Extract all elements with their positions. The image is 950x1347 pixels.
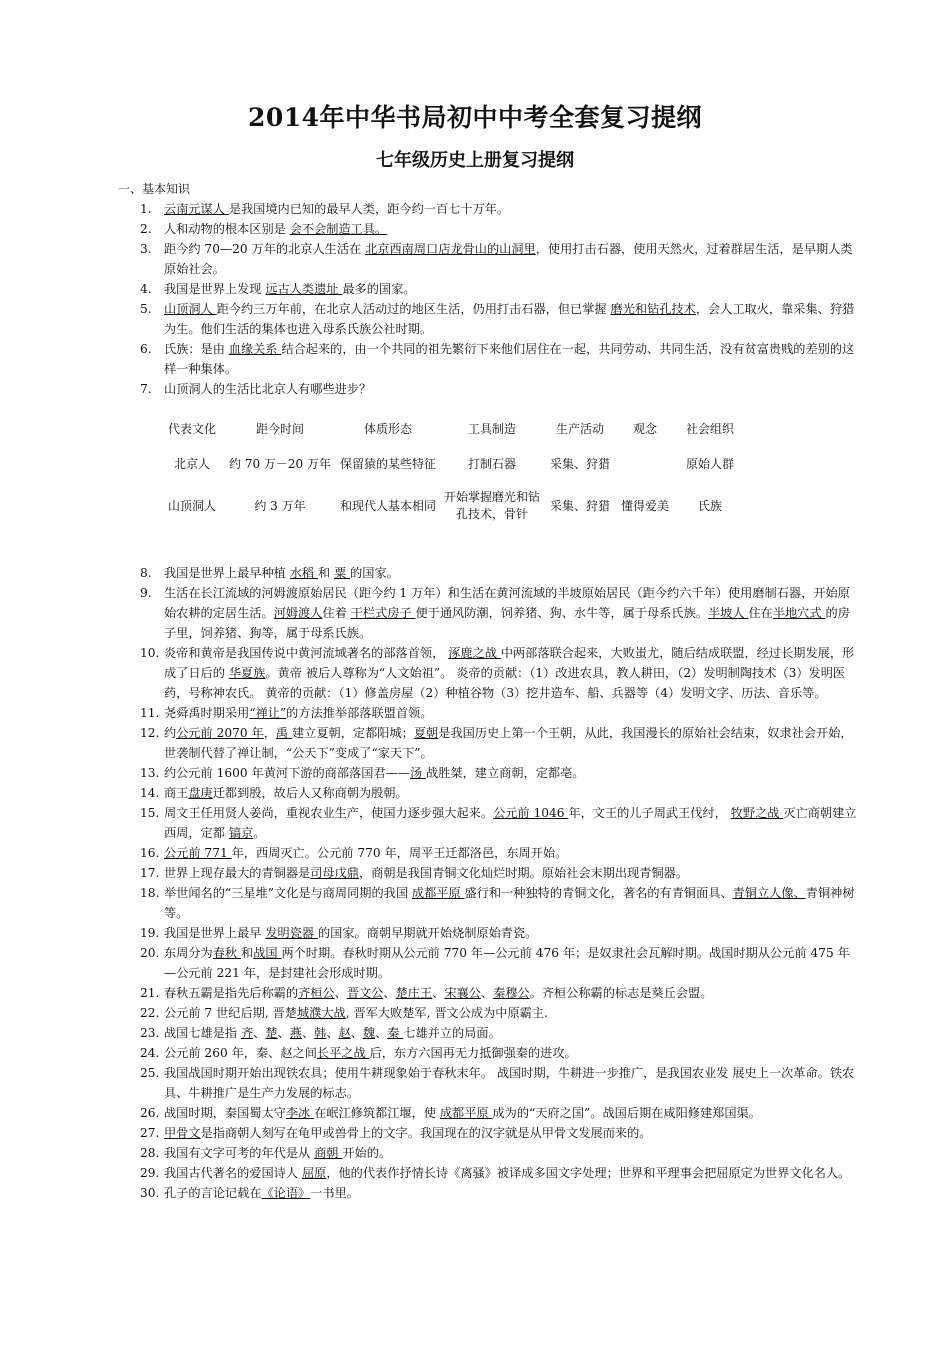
list-item-number: 24.: [140, 1046, 160, 1060]
list-item-text: 我国战国时期开始出现铁农具；使用牛耕现象始于春秋末年。 战国时期，牛耕进一步推广，是我国农业发 展史上一次革命。铁农具、牛耕推广是生产力发展的标志。: [164, 1066, 855, 1100]
table-row: [160, 444, 746, 484]
list-item-text: 生活在长江流域的河姆渡原始居民（距今约 1 万年）和生活在黄河流域的半坡原始居民（距今约六千年）使用磨制石器，开始原始农耕的定居生活。河姆渡人住着 干栏式房子 便于通风防潮，饲养猪、狗、水牛等，属于母系氏族。半坡人 住在半地穴式 的房子里，饲养猪、狗等，属于母系氏族。: [164, 586, 850, 640]
knowledge-list-part-1: [140, 199, 860, 399]
list-item-text: 我国古代著名的爱国诗人 屈原，他的代表作抒情长诗《离骚》被译成多国文字处理；世界和平理事会把屈原定为世界文化名人。: [164, 1166, 851, 1180]
list-item-number: 18.: [140, 886, 160, 900]
list-item: [140, 1163, 860, 1183]
list-item: [140, 863, 860, 883]
list-item-text: 云南元谋人 是我国境内已知的最早人类，距今约一百七十万年。: [164, 202, 510, 216]
list-item: [140, 983, 860, 1003]
list-item-number: 21.: [140, 986, 160, 1000]
list-item-text: 距今约 70—20 万年的北京人生活在 北京西南周口店龙骨山的山洞里，使用打击石器，使用天然火，过着群居生活，是早期人类原始社会。: [164, 242, 853, 276]
list-item-number: 6.: [140, 342, 152, 356]
list-item-text: 山顶洞人的生活比北京人有哪些进步？: [164, 382, 372, 396]
list-item: [140, 279, 860, 299]
table-cell: 原始人群: [685, 456, 734, 471]
knowledge-list-part-2: [140, 563, 860, 1203]
list-item-number: 16.: [140, 846, 160, 860]
table-header-cell: 体质形态: [363, 421, 412, 436]
table-cell: 采集、狩猎: [549, 498, 610, 513]
list-item: [140, 803, 860, 843]
list-item: [140, 883, 860, 923]
list-item-text: 世界上现存最大的青铜器是司母戊鼎，商朝是我国青铜文化灿烂时期。原始社会末期出现青铜器。: [164, 866, 689, 880]
list-item: [140, 1003, 860, 1023]
list-item-number: 20.: [140, 946, 160, 960]
list-item-number: 7.: [140, 382, 152, 396]
list-item-text: 春秋五霸是指先后称霸的齐桓公、晋文公、楚庄王、宋襄公、秦穆公。齐桓公称霸的标志是葵丘会盟。: [164, 986, 713, 1000]
list-item-text: 我国是世界上发现 远古人类遗址 最多的国家。: [164, 282, 416, 296]
list-item-number: 13.: [140, 766, 160, 780]
list-item-text: 周文王任用贤人姜尚，重视农业生产，使国力逐步强大起来。公元前 1046 年，文王的儿子周武王伐纣， 牧野之战 灭亡商朝建立西周，定都 镐京。: [164, 806, 857, 840]
list-item-number: 28.: [140, 1146, 160, 1160]
comparison-table: [160, 414, 746, 528]
table-header-cell: 社会组织: [685, 421, 734, 436]
list-item: [140, 723, 860, 763]
table-cell: 和现代人基本相同: [339, 498, 436, 513]
list-item: [140, 1103, 860, 1123]
table-cell: 约 3 万年: [254, 498, 306, 513]
list-item: [140, 199, 860, 219]
list-item-number: 17.: [140, 866, 160, 880]
table-header-cell: 生产活动: [555, 421, 604, 436]
list-item: [140, 943, 860, 983]
list-item-text: 约公元前 1600 年黄河下游的商部落国君——汤 战胜桀，建立商朝，定都亳。: [164, 766, 585, 780]
table-header-row: [160, 414, 746, 444]
list-item-text: 孔子的言论记载在《论语》一书里。: [164, 1186, 359, 1200]
list-item-text: 战国时期，秦国蜀太守李冰 在岷江修筑都江堰，使 成都平原 成为的“天府之国”。战国后期在咸阳修建郑国渠。: [164, 1106, 761, 1120]
table-cell: 开始掌握磨光和钻孔技术，骨针: [443, 490, 540, 521]
list-item-number: 27.: [140, 1126, 160, 1140]
list-item-number: 30.: [140, 1186, 160, 1200]
list-item-number: 10.: [140, 646, 160, 660]
list-item-number: 19.: [140, 926, 160, 940]
list-item: [140, 583, 860, 643]
document-title: 2014年中华书局初中中考全套复习提纲: [247, 103, 703, 132]
list-item-number: 22.: [140, 1006, 160, 1020]
list-item-number: 5.: [140, 302, 152, 316]
table-cell: [616, 444, 674, 484]
list-item-text: 战国七雄是指 齐、楚、燕、韩、赵、魏、秦 七雄并立的局面。: [164, 1026, 501, 1040]
list-item-text: 公元前 771 年，西周灭亡。公元前 770 年，周平王迁都洛邑，东周开始。: [164, 846, 568, 860]
list-item-number: 3.: [140, 242, 152, 256]
list-item-text: 我国有文字可考的年代是从 商朝 开始的。: [164, 1146, 392, 1160]
table-cell: 北京人: [173, 456, 210, 471]
list-item: [140, 1123, 860, 1143]
list-item: [140, 563, 860, 583]
list-item: [140, 1143, 860, 1163]
list-item: [140, 1043, 860, 1063]
list-item-text: 商王盘庚迁都到殷，故后人又称商朝为殷朝。: [164, 786, 408, 800]
list-item-number: 12.: [140, 726, 160, 740]
list-item: [140, 703, 860, 723]
list-item-text: 氏族：是由 血缘关系 结合起来的，由一个共同的祖先繁衍下来他们居住在一起，共同劳动、共同生活，没有贫富贵贱的差别的这样一种集体。: [164, 342, 855, 376]
list-item-number: 2.: [140, 222, 152, 236]
table-header-cell: 代表文化: [167, 421, 216, 436]
table-cell: 采集、狩猎: [549, 456, 610, 471]
list-item-text: 举世闻名的“三星堆”文化是与商周同期的我国 成都平原 盛行和一种独特的青铜文化，著名的有青铜面具、青铜立人像、青铜神树等。: [164, 886, 855, 920]
table-header-cell: 工具制造: [467, 421, 516, 436]
table-row: [160, 484, 746, 528]
list-item-number: 26.: [140, 1106, 160, 1120]
list-item-text: 公元前 7 世纪后期, 晋楚城濮大战, 晋军大败楚军, 晋文公成为中原霸主.: [164, 1006, 548, 1020]
list-item-text: 人和动物的根本区别是 会不会制造工具。: [164, 222, 388, 236]
list-item-text: 甲骨文是指商朝人刻写在龟甲或兽骨上的文字。我国现在的汉字就是从甲骨文发展而来的。: [164, 1126, 652, 1140]
list-item-number: 15.: [140, 806, 160, 820]
list-item: [140, 1063, 860, 1103]
list-item-text: 我国是世界上最早 发明瓷器 的国家。商朝早期就开始烧制原始青瓷。: [164, 926, 538, 940]
list-item-text: 山顶洞人 距今约三万年前，在北京人活动过的地区生活，仍用打击石器，但已掌握 磨光和钻孔技术，会人工取火，靠采集、狩猎为生。他们生活的集体也进入母系氏族公社时期。: [164, 302, 855, 336]
section-heading: 一、基本知识: [118, 182, 191, 196]
document-subtitle: 七年级历史上册复习提纲: [376, 150, 574, 171]
list-item-number: 25.: [140, 1066, 160, 1080]
table-header-cell: 距今时间: [255, 421, 304, 436]
list-item-number: 23.: [140, 1026, 160, 1040]
list-item-number: 29.: [140, 1166, 160, 1180]
list-item-text: 公元前 260 年，秦、赵之间长平之战 后，东方六国再无力抵御强秦的进攻。: [164, 1046, 577, 1060]
list-item: [140, 1183, 860, 1203]
table-cell: 山顶洞人: [167, 498, 216, 513]
list-item-number: 8.: [140, 566, 152, 580]
table-cell: 约 70 万－20 万年: [229, 456, 331, 471]
table-cell: 氏族: [697, 498, 722, 513]
list-item: [140, 763, 860, 783]
list-item-number: 1.: [140, 202, 152, 216]
list-item: [140, 339, 860, 379]
list-item-text: 东周分为春秋 和战国 两个时期。春秋时期从公元前 770 年—公元前 476 年；是奴隶社会瓦解时期。战国时期从公元前 475 年—公元前 221 年，是封建社会形成时期。: [164, 946, 850, 980]
list-item-number: 9.: [140, 586, 152, 600]
list-item: [140, 643, 860, 703]
list-item-number: 11.: [140, 706, 160, 720]
list-item: [140, 923, 860, 943]
table-cell: 打制石器: [467, 456, 516, 471]
list-item-number: 4.: [140, 282, 152, 296]
list-item-number: 14.: [140, 786, 160, 800]
table-header-cell: 观念: [632, 421, 657, 436]
list-item: [140, 1023, 860, 1043]
list-item: [140, 843, 860, 863]
list-item-text: 约公元前 2070 年，禹 建立夏朝，定都阳城；夏朝是我国历史上第一个王朝，从此，我国漫长的原始社会结束，奴隶社会开始，世袭制代替了禅让制，“公天下”变成了“家天下”。: [164, 726, 853, 760]
list-item: [140, 379, 860, 399]
list-item: [140, 239, 860, 279]
list-item-text: 尧舜禹时期采用“禅让”的方法推举部落联盟首领。: [164, 706, 433, 720]
list-item-text: 我国是世界上最早种植 水稻 和 粟 的国家。: [164, 566, 399, 580]
list-item: [140, 783, 860, 803]
list-item: [140, 219, 860, 239]
table-cell: 保留猿的某些特征: [339, 456, 436, 471]
list-item: [140, 299, 860, 339]
table-cell: 懂得爱美: [620, 498, 669, 513]
list-item-text: 炎帝和黄帝是我国传说中黄河流域著名的部落首领， 涿鹿之战 中两部落联合起来，大败蚩尤，随后结成联盟，经过长期发展，形成了日后的 华夏族。黄帝 被后人尊称为“人文始祖”。 炎帝的贡献：（1）改进农具，教人耕田，（2）发明制陶技术（3）发明医药，号称神农氏。 黄帝的贡献：（1）修盖房屋（2）种植谷物（3）挖井造车、船、兵器等（4）发明文字、历法、音乐等。: [164, 646, 855, 700]
